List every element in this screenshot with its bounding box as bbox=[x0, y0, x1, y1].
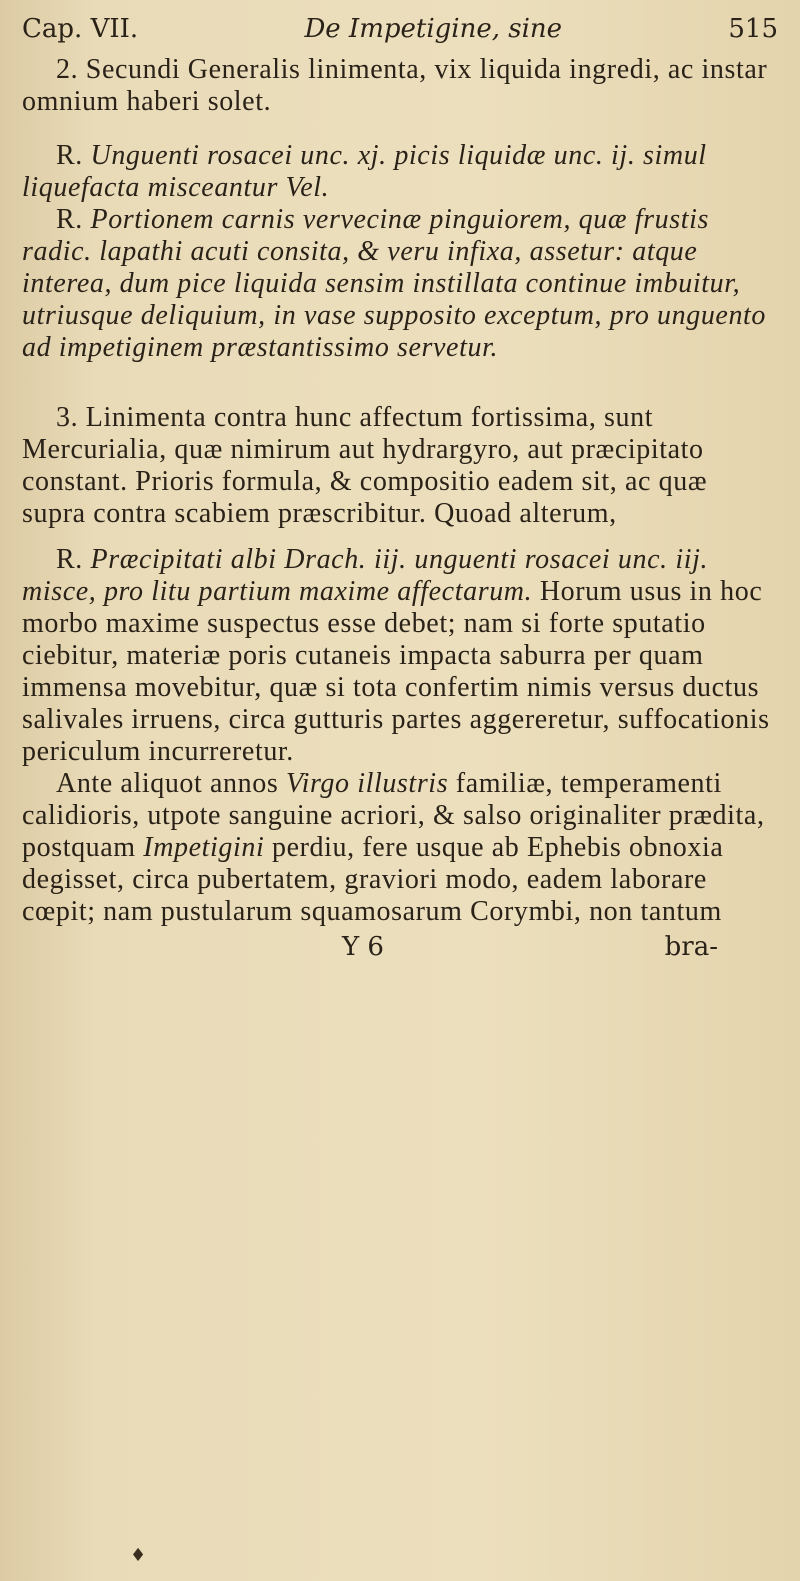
catchword: bra- bbox=[664, 932, 718, 962]
p4-italic-b: Impetigini bbox=[143, 832, 265, 863]
paragraph-2: 2. Secundi Generalis linimenta, vix liquida ingredi, ac instar omnium haberi solet. bbox=[22, 54, 768, 117]
recipe-symbol: R. bbox=[56, 140, 83, 171]
p4-text-c: perdiu, fere usque ab Ephebis obnoxia degisset, circa pubertatem, graviori modo, eadem laborare cœpit; nam pustularum squamosarum Corymbi, non tantum bbox=[22, 832, 724, 927]
chapter-label: Cap. VII. bbox=[22, 14, 139, 44]
page-footer bbox=[22, 932, 778, 962]
recipe-3-italic: Præcipitati albi Drach. iij. unguenti rosacei unc. iij. misce, pro litu partium maxime affectarum. bbox=[22, 544, 709, 607]
paragraph-4 bbox=[22, 768, 778, 928]
stray-ink-mark: ♦ bbox=[130, 1545, 147, 1566]
recipe-1 bbox=[22, 140, 778, 204]
recipe-1-text: Unguenti rosacei unc. xj. picis liquidæ unc. ij. simul liquefacta misceantur Vel. bbox=[22, 140, 707, 203]
recipe-2-text: Portionem carnis vervecinæ pinguiorem, quæ frustis radic. lapathi acuti consita, & veru infixa, assetur: atque interea, dum pice liquida sensim instillata continue imbuitur, utriusque deliquium, in vase supposito exceptum, pro unguento ad impetiginem præstantissimo servetur. bbox=[22, 204, 767, 363]
recipe-symbol: R. bbox=[56, 544, 83, 575]
p4-italic-a: Virgo illustris bbox=[285, 768, 449, 799]
page-number: 515 bbox=[728, 14, 778, 44]
p4-text-b: familiæ, temperamenti calidioris, utpote sanguine acriori, & salso originaliter prædita, postquam bbox=[22, 768, 765, 863]
recipe-3 bbox=[22, 544, 778, 768]
p4-text-a: Ante aliquot annos bbox=[56, 768, 279, 799]
recipe-3-text: Horum usus in hoc morbo maxime suspectus esse debet; nam si forte sputatio ciebitur, materiæ poris cutaneis impacta saburra per quam immensa movebitur, quæ si tota confertim nimis versus ductus salivales irruens, circa gutturis partes aggereretur, suffocationis periculum incurreretur. bbox=[22, 576, 770, 767]
running-header bbox=[22, 14, 778, 54]
running-title: De Impetigine, sine bbox=[304, 14, 563, 44]
paragraph-3: 3. Linimenta contra hunc affectum fortissima, sunt Mercurialia, quæ nimirum aut hydrargyro, aut præcipitato constant. Prioris formula, & compositio eadem sit, ac quæ supra contra scabiem præscribitur. Quoad alterum, bbox=[22, 402, 708, 529]
recipe-2 bbox=[22, 204, 778, 364]
recipe-symbol: R. bbox=[56, 204, 83, 235]
signature-mark: Y 6 bbox=[342, 932, 384, 962]
